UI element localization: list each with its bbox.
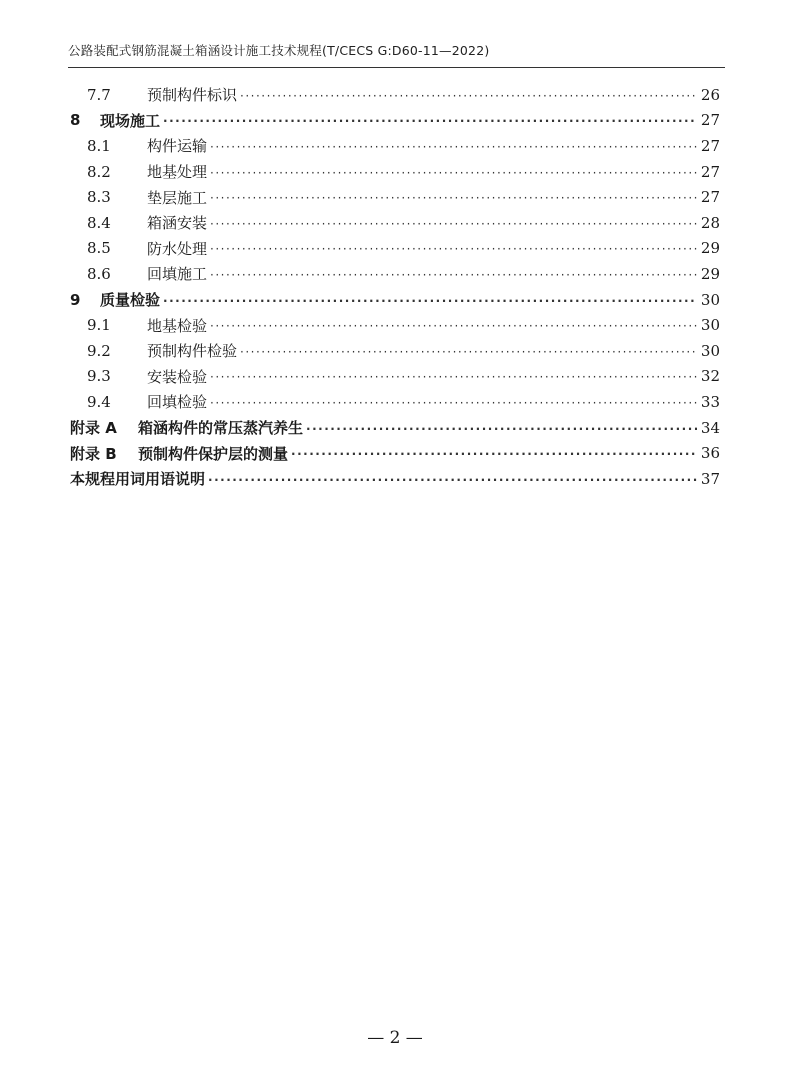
toc-leader-dots xyxy=(210,396,697,410)
toc-entry-page: 37 xyxy=(700,469,720,488)
toc-leader-dots xyxy=(210,268,697,282)
toc-entry-title: 质量检验 xyxy=(100,291,161,310)
toc-leader-dots xyxy=(210,166,697,180)
toc-entry-number: 9.1 xyxy=(87,316,111,335)
toc-entry-title: 预制构件标识 xyxy=(147,86,238,105)
toc-entry-title: 垫层施工 xyxy=(147,188,208,207)
toc-entry-number: 7.7 xyxy=(87,85,111,104)
toc-entry-number: 8 xyxy=(70,111,81,130)
toc-entry-number: 9.4 xyxy=(87,392,111,411)
toc-leader-dots xyxy=(210,217,697,231)
toc-entry-number: 9.3 xyxy=(87,367,111,386)
toc-entry-number: 9 xyxy=(70,290,81,309)
toc-entry-title: 地基检验 xyxy=(147,316,208,335)
toc-entry-number: 8.3 xyxy=(87,188,111,207)
toc-entry[interactable] xyxy=(70,133,720,159)
toc-entry[interactable] xyxy=(70,338,720,364)
toc-entry[interactable] xyxy=(70,312,720,338)
toc-entry-page: 33 xyxy=(700,392,720,411)
toc-entry[interactable] xyxy=(70,364,720,390)
toc-entry-number: 8.2 xyxy=(87,162,111,181)
toc-entry-number: 9.2 xyxy=(87,341,111,360)
toc-entry-page: 27 xyxy=(700,188,720,207)
toc-entry[interactable] xyxy=(70,210,720,236)
toc-entry-page: 30 xyxy=(700,316,720,335)
toc-entry[interactable] xyxy=(70,287,720,313)
header-rule xyxy=(68,67,725,68)
toc-leader-dots xyxy=(210,242,697,256)
toc-entry[interactable] xyxy=(70,389,720,415)
toc-entry-number: 附录 A xyxy=(70,419,117,438)
toc-entry-title: 预制构件检验 xyxy=(147,342,238,361)
toc-entry-number: 8.4 xyxy=(87,213,111,232)
toc-entry-number: 8.6 xyxy=(87,264,111,283)
toc-leader-dots xyxy=(240,89,697,103)
toc-leader-dots xyxy=(291,447,697,461)
toc-entry-title: 本规程用词用语说明 xyxy=(70,470,206,489)
toc-entry-number: 8.1 xyxy=(87,136,111,155)
toc-entry-title: 预制构件保护层的测量 xyxy=(138,444,289,463)
toc-entry-page: 27 xyxy=(700,136,720,155)
toc-entry-title: 安装检验 xyxy=(147,367,208,386)
toc-entry[interactable] xyxy=(70,82,720,108)
toc-entry-page: 30 xyxy=(700,341,720,360)
toc-entry[interactable] xyxy=(70,261,720,287)
toc-entry-title: 箱涵构件的常压蒸汽养生 xyxy=(138,419,304,438)
toc-leader-dots xyxy=(210,370,697,384)
toc-entry[interactable] xyxy=(70,466,720,492)
toc-entry-number: 附录 B xyxy=(70,444,117,463)
toc-entry[interactable] xyxy=(70,415,720,441)
toc-entry-page: 29 xyxy=(700,239,720,258)
toc-entry-page: 30 xyxy=(700,290,720,309)
toc-entry-page: 36 xyxy=(700,444,720,463)
toc-entry-page: 26 xyxy=(700,85,720,104)
page-number: — 2 — xyxy=(367,1028,423,1048)
toc-entry[interactable] xyxy=(70,159,720,185)
toc-leader-dots xyxy=(210,140,697,154)
toc-entry[interactable] xyxy=(70,108,720,134)
toc-entry-page: 32 xyxy=(700,367,720,386)
toc-leader-dots xyxy=(210,319,697,333)
toc-entry-title: 箱涵安装 xyxy=(147,214,208,233)
toc-entry-title: 防水处理 xyxy=(147,239,208,258)
toc-entry-title: 地基处理 xyxy=(147,163,208,182)
toc-entry[interactable] xyxy=(70,440,720,466)
toc-entry-page: 27 xyxy=(700,111,720,130)
toc-entry-number: 8.5 xyxy=(87,239,111,258)
toc-entry[interactable] xyxy=(70,236,720,262)
toc-leader-dots xyxy=(306,422,697,436)
toc-entry[interactable] xyxy=(70,184,720,210)
toc-entry-title: 现场施工 xyxy=(100,111,161,130)
toc-entry-title: 构件运输 xyxy=(147,137,208,156)
toc-leader-dots xyxy=(240,345,697,359)
toc-entry-page: 34 xyxy=(700,418,720,437)
toc-leader-dots xyxy=(210,191,697,205)
toc-leader-dots xyxy=(163,294,697,308)
toc-entry-page: 29 xyxy=(700,264,720,283)
table-of-contents xyxy=(70,82,720,492)
toc-entry-page: 28 xyxy=(700,213,720,232)
toc-leader-dots xyxy=(163,114,697,128)
running-header: 公路装配式钢筋混凝土箱涵设计施工技术规程(T/CECS G:D60-11—2022) xyxy=(68,43,490,58)
toc-leader-dots xyxy=(208,473,697,487)
toc-entry-title: 回填施工 xyxy=(147,265,208,284)
toc-entry-title: 回填检验 xyxy=(147,393,208,412)
toc-entry-page: 27 xyxy=(700,162,720,181)
